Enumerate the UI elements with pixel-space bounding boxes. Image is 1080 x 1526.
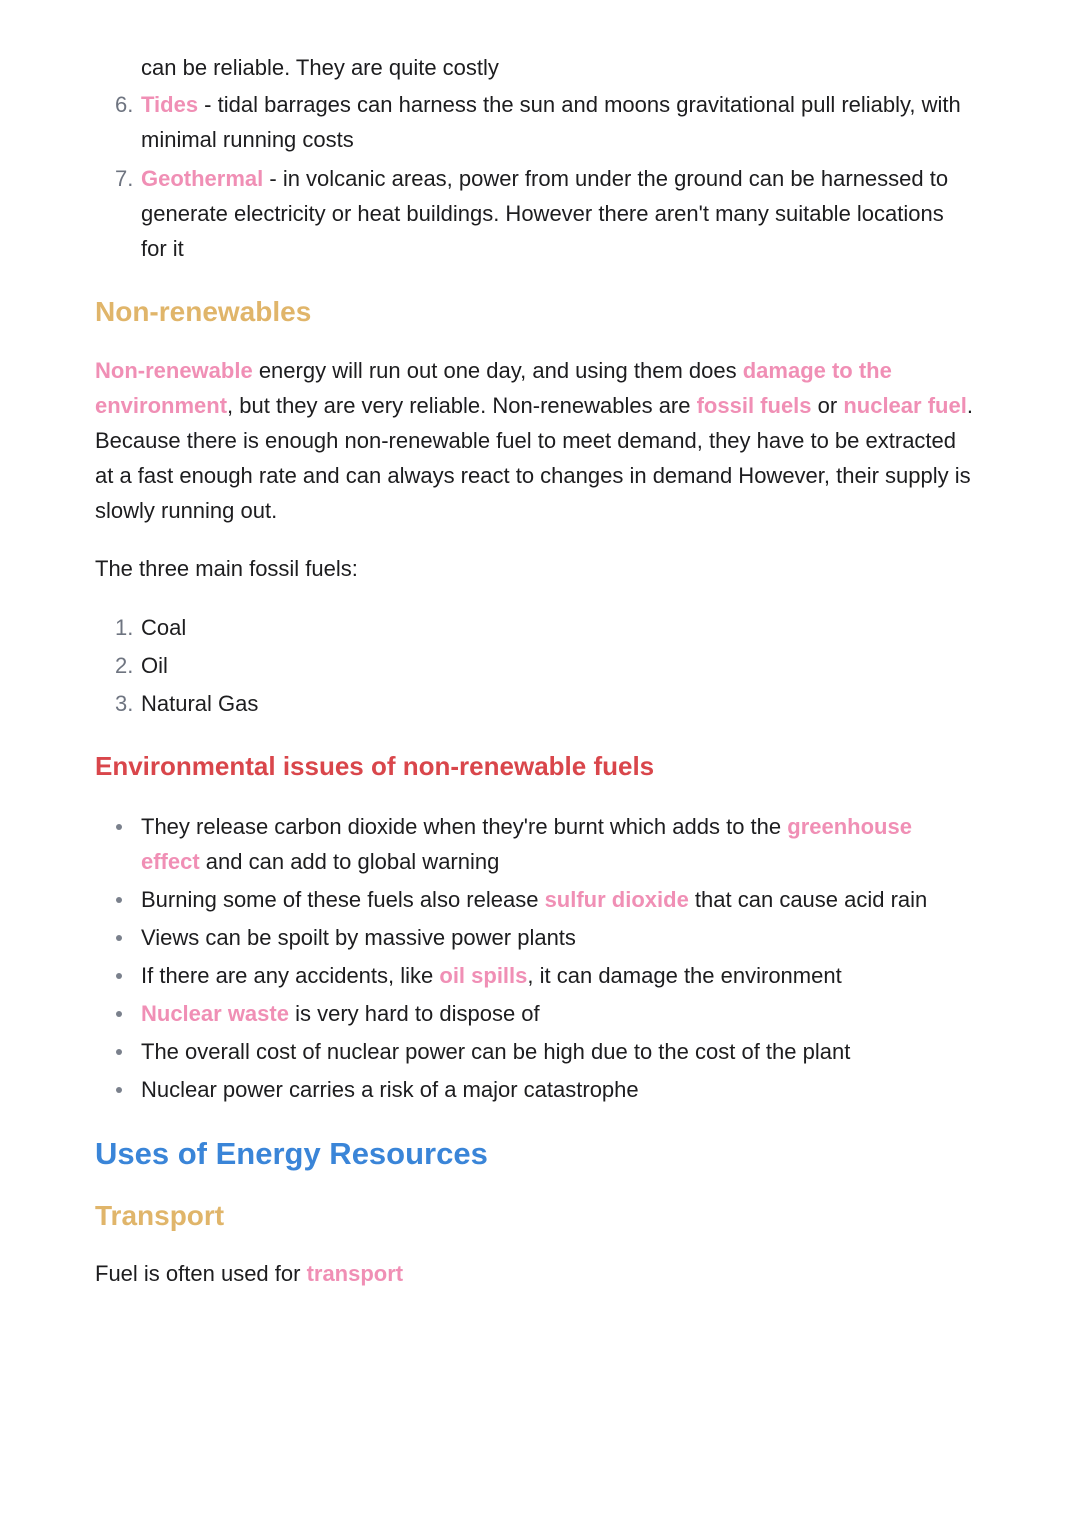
bullet-dot-icon <box>116 1049 122 1055</box>
highlight-term: nuclear fuel <box>843 393 967 418</box>
paragraph-text: or <box>811 393 844 418</box>
highlight-term: greenhouse effect <box>141 814 912 874</box>
heading-environmental-issues: Environmental issues of non-renewable fuels <box>95 751 655 781</box>
list-number: 6. <box>115 92 134 117</box>
heading-transport: Transport <box>95 1200 225 1231</box>
highlight-term: fossil fuels <box>696 393 812 418</box>
list-item-text: Natural Gas <box>141 691 259 716</box>
non-renewables-paragraph <box>95 353 975 528</box>
environmental-issues-list <box>95 809 975 1107</box>
highlight-term: transport <box>306 1261 404 1286</box>
bullet-item <box>95 882 975 917</box>
bullet-text: Burning some of these fuels also release <box>141 887 545 912</box>
bullet-item <box>95 996 975 1031</box>
bullet-item <box>95 1034 975 1069</box>
bullet-dot-icon <box>116 1011 122 1017</box>
bullet-text: Nuclear power carries a risk of a major catastrophe <box>141 1077 639 1102</box>
bullet-dot-icon <box>116 935 122 941</box>
list-item <box>95 648 975 683</box>
heading-non-renewables: Non-renewables <box>95 296 312 327</box>
list-item-text: - tidal barrages can harness the sun and moons gravitational pull reliably, with minimal running costs <box>141 92 961 152</box>
fossil-fuels-intro: The three main fossil fuels: <box>95 556 358 581</box>
highlight-term: sulfur dioxide <box>544 887 689 912</box>
paragraph-text: energy will run out one day, and using them does <box>252 358 743 383</box>
list-item-geothermal <box>95 161 975 266</box>
bullet-item <box>95 920 975 955</box>
bullet-text: The overall cost of nuclear power can be high due to the cost of the plant <box>141 1039 851 1064</box>
bullet-text: is very hard to dispose of <box>288 1001 540 1026</box>
transport-paragraph <box>95 1256 975 1291</box>
paragraph-text: Fuel is often used for <box>95 1261 307 1286</box>
highlight-term: oil spills <box>439 963 528 988</box>
heading-uses-of-energy: Uses of Energy Resources <box>95 1136 488 1171</box>
highlight-term: Nuclear waste <box>141 1001 289 1026</box>
paragraph-text: , but they are very reliable. Non-renewables are <box>227 393 697 418</box>
paragraph-text: . Because there is enough non-renewable fuel to meet demand, they have to be extracted at a fast enough rate and can always react to changes in demand However, their supply is slowly running out. <box>95 393 973 523</box>
bullet-text: and can add to global warning <box>199 849 500 874</box>
list-item <box>95 610 975 645</box>
bullet-dot-icon <box>116 973 122 979</box>
bullet-item <box>95 809 975 879</box>
bullet-dot-icon <box>116 1087 122 1093</box>
list-item-text: can be reliable. They are quite costly <box>141 55 499 80</box>
document-page <box>95 50 975 1291</box>
bullet-dot-icon <box>116 897 122 903</box>
list-number: 2. <box>115 653 134 678</box>
highlight-term: Non-renewable <box>95 358 253 383</box>
list-number: 1. <box>115 615 134 640</box>
bullet-item <box>95 958 975 993</box>
list-item <box>95 686 975 721</box>
list-item-continuation <box>95 50 975 85</box>
bullet-text: , it can damage the environment <box>527 963 842 988</box>
list-item-text: Coal <box>141 615 187 640</box>
highlight-term: damage to the environment <box>95 358 892 418</box>
bullet-item <box>95 1072 975 1107</box>
bullet-text: that can cause acid rain <box>688 887 928 912</box>
list-number: 3. <box>115 691 134 716</box>
list-item-text: - in volcanic areas, power from under the ground can be harnessed to generate electricity or heat buildings. However there aren't many suitable locations for it <box>141 166 949 261</box>
highlight-term: Tides <box>141 92 199 117</box>
highlight-term: Geothermal <box>141 166 264 191</box>
bullet-text: They release carbon dioxide when they're burnt which adds to the <box>141 814 788 839</box>
bullet-dot-icon <box>116 824 122 830</box>
list-item-text: Oil <box>141 653 168 678</box>
fossil-fuels-list <box>95 610 975 721</box>
list-number: 7. <box>115 166 134 191</box>
list-item-tides <box>95 87 975 157</box>
bullet-text: If there are any accidents, like <box>141 963 440 988</box>
bullet-text: Views can be spoilt by massive power plants <box>141 925 576 950</box>
